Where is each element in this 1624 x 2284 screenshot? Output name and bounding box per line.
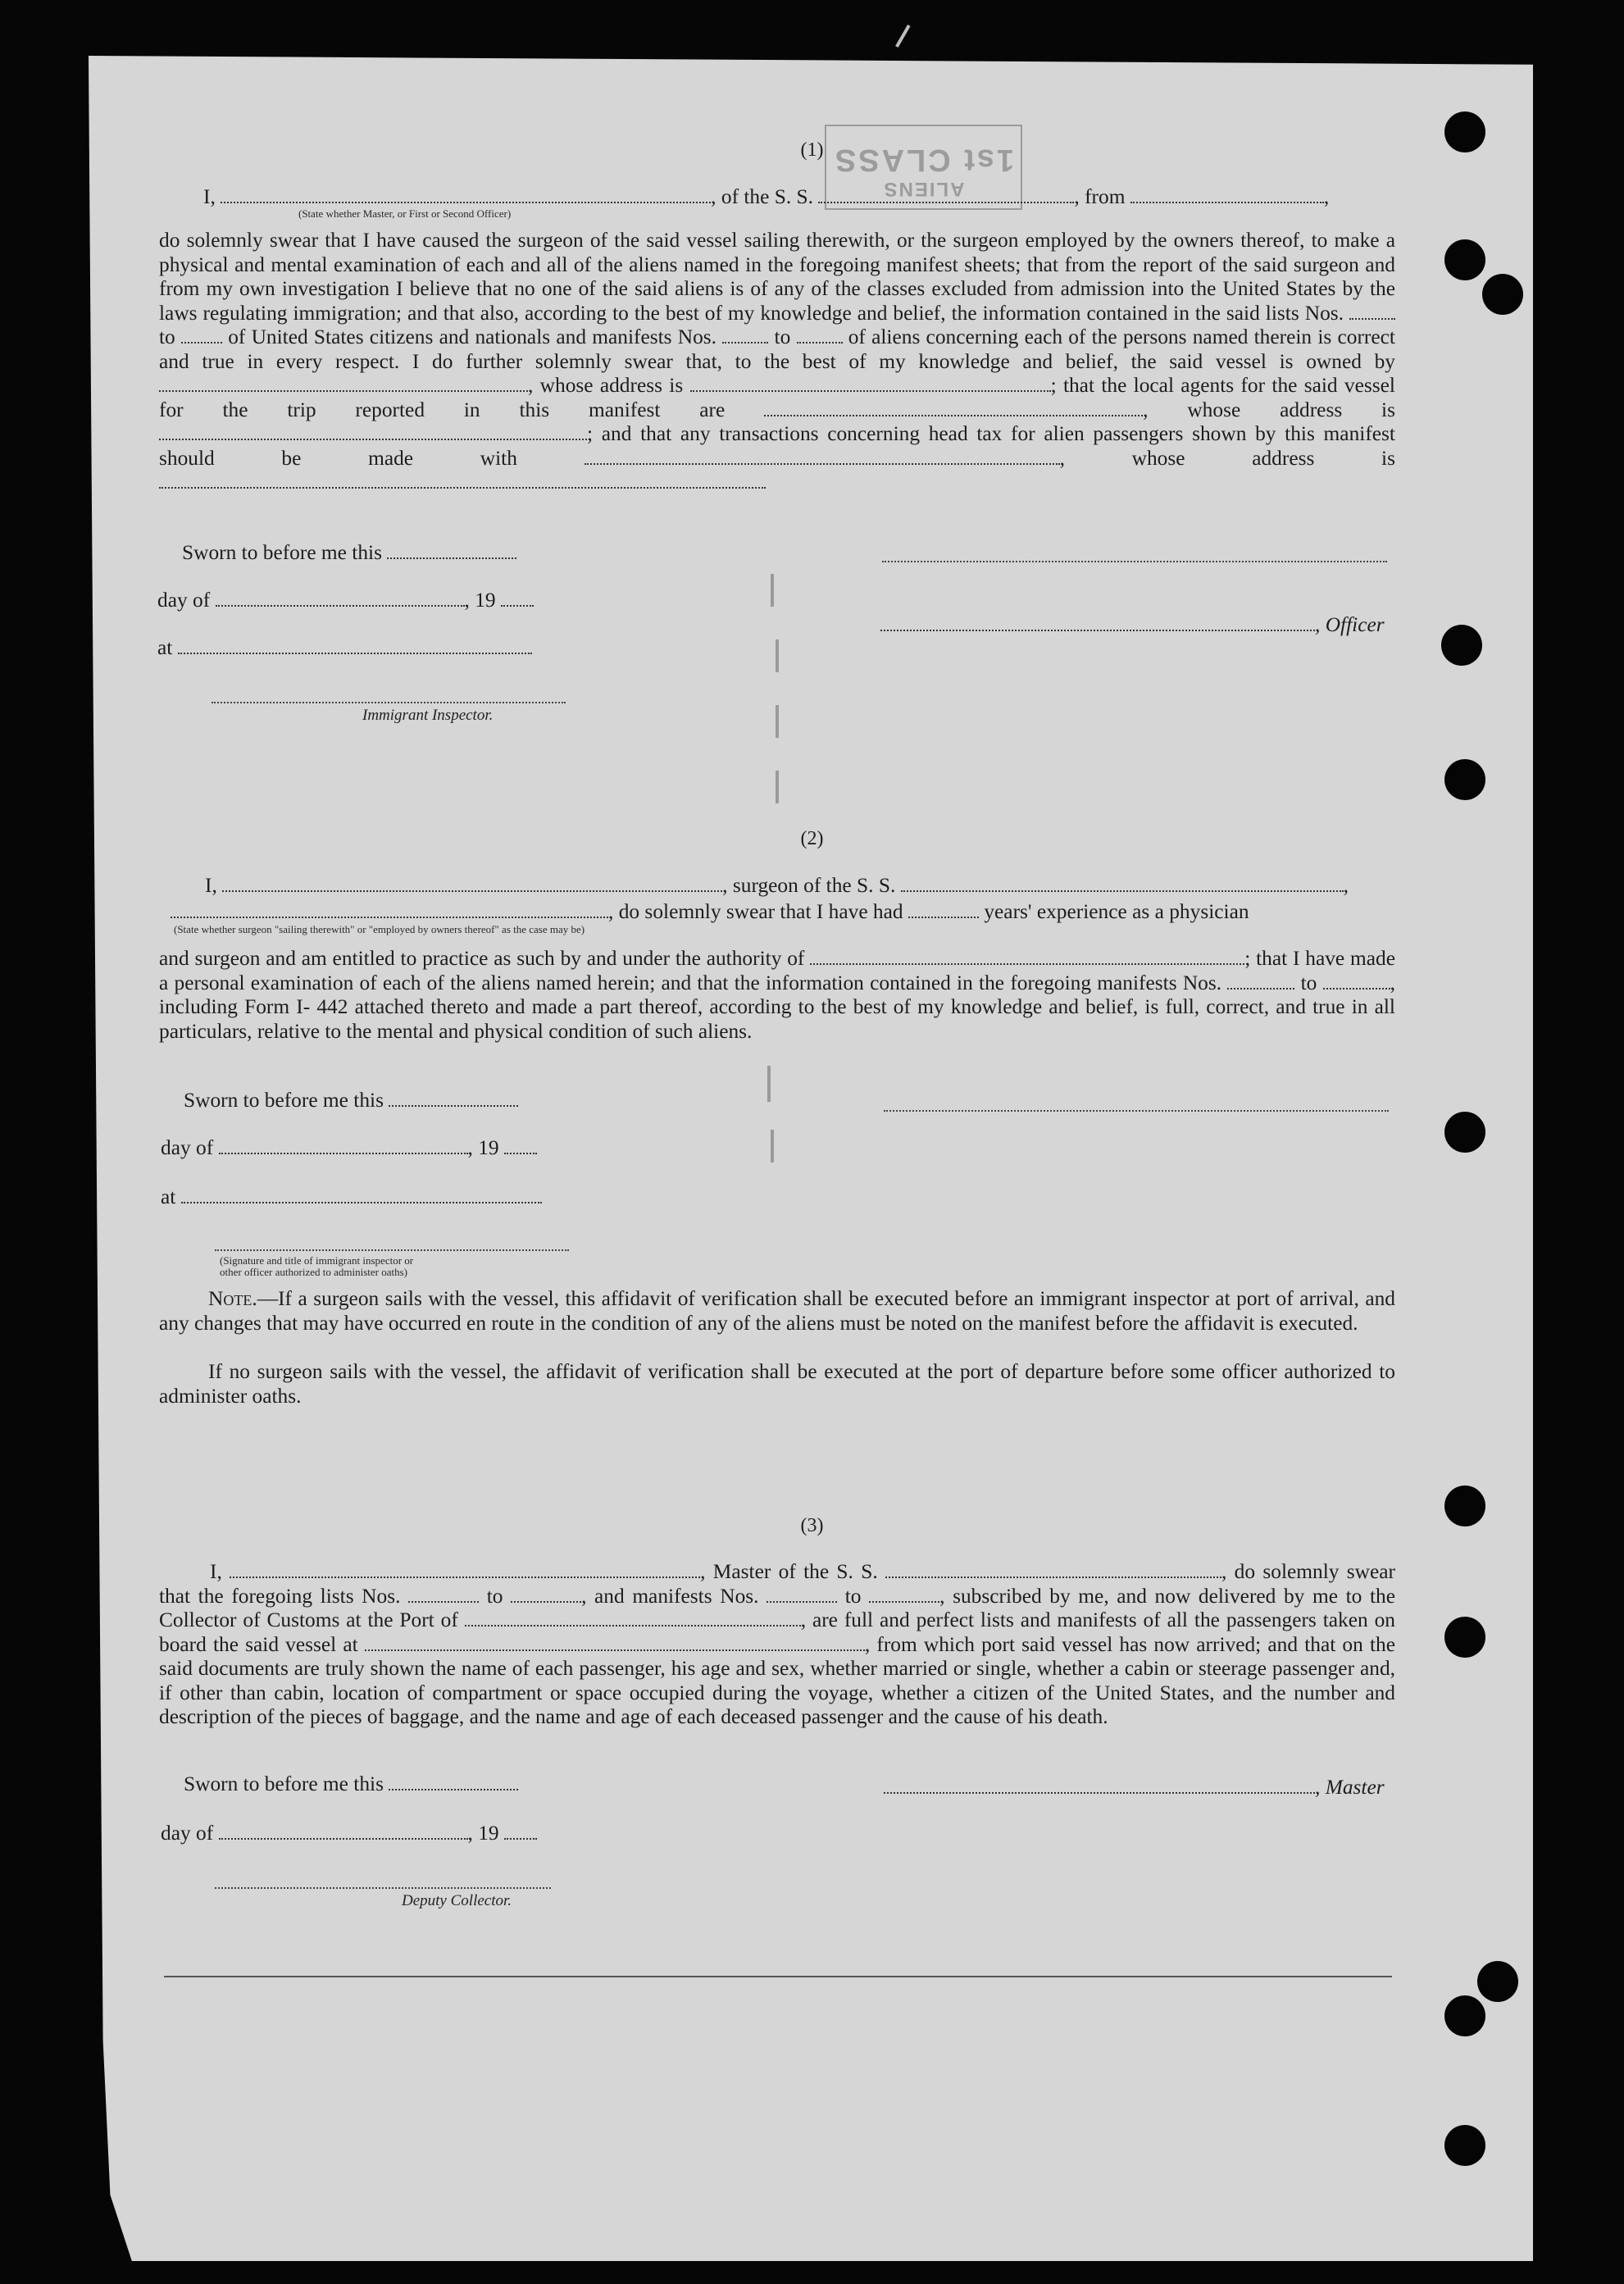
deputy-collector-label: Deputy Collector. bbox=[402, 1892, 512, 1909]
surgeon-signature-line[interactable] bbox=[884, 1110, 1389, 1112]
manifests-of-text: manifests of all the passengers taken on board the said vessel at bbox=[159, 1608, 1395, 1656]
whose-address-label: , whose address is bbox=[1059, 446, 1395, 470]
years-label: years' experience as a physician bbox=[984, 900, 1249, 923]
vessel-name-field[interactable] bbox=[901, 890, 1344, 892]
pencil-mark bbox=[771, 574, 774, 607]
and-manifests-label: , and manifests Nos. bbox=[581, 1584, 759, 1608]
at-label: at bbox=[157, 636, 173, 659]
to-label: to bbox=[844, 1584, 862, 1608]
delivered-text: delivered by me to the Collector of Customs at the Port of bbox=[159, 1584, 1395, 1631]
immigrant-inspector-label: Immigrant Inspector. bbox=[362, 707, 494, 724]
manifests-to-field[interactable] bbox=[1323, 988, 1390, 990]
section-3-number: (3) bbox=[800, 1515, 824, 1536]
manifests-to-field[interactable] bbox=[869, 1601, 939, 1603]
pencil-mark bbox=[776, 639, 779, 672]
local-agents-text: that the local agents for the said vessel for the trip reported in this manifest are bbox=[159, 374, 1395, 421]
agents-address-field[interactable] bbox=[159, 439, 587, 440]
month-field[interactable] bbox=[216, 605, 465, 607]
sworn-day-field[interactable] bbox=[389, 1789, 518, 1790]
at-line bbox=[157, 636, 532, 660]
embark-port-field[interactable] bbox=[365, 1649, 865, 1651]
section-1-line1 bbox=[203, 185, 1329, 209]
punch-hole bbox=[1444, 1995, 1485, 2036]
comma: , bbox=[1343, 874, 1349, 897]
punch-hole bbox=[1444, 1112, 1485, 1153]
section-1-number: (1) bbox=[800, 139, 824, 161]
officer-signature-line[interactable] bbox=[882, 561, 1387, 562]
surgeon-status-field[interactable] bbox=[171, 917, 608, 918]
sworn-day-field[interactable] bbox=[389, 1105, 518, 1107]
month-field[interactable] bbox=[219, 1153, 468, 1154]
section-3-body bbox=[159, 1560, 1395, 1730]
inspector-signature-line[interactable] bbox=[215, 1249, 569, 1251]
authority-field[interactable] bbox=[810, 963, 1244, 965]
day-of-label: day of bbox=[161, 1136, 214, 1159]
years-field[interactable] bbox=[908, 917, 979, 918]
i-label: I, bbox=[205, 874, 217, 897]
section-2-body bbox=[159, 947, 1395, 1044]
master-label: , Master bbox=[1315, 1776, 1385, 1799]
local-agents-field[interactable] bbox=[764, 415, 1143, 416]
full-lists-text: , are full and perfect lists and bbox=[800, 1608, 1051, 1631]
to-label: to bbox=[774, 325, 791, 348]
signature-note-2: other officer authorized to administer oaths) bbox=[220, 1266, 407, 1278]
head-tax-party-field[interactable] bbox=[585, 463, 1060, 465]
pencil-mark bbox=[776, 771, 779, 803]
year-label: , 19 bbox=[467, 1136, 499, 1159]
punch-hole bbox=[1444, 759, 1485, 800]
at-place-field[interactable] bbox=[178, 653, 532, 654]
month-field[interactable] bbox=[219, 1838, 468, 1840]
year-label: , 19 bbox=[464, 589, 496, 612]
body-c: , including Form I- 442 attached thereto and made a part thereof, according to the best of my knowledge and belief, is full, correct, and true in all particulars, relative to the mental and physical condition of such aliens. bbox=[159, 971, 1395, 1043]
master-note: (State whether Master, or First or Second Officer) bbox=[298, 207, 512, 220]
punch-hole bbox=[1444, 239, 1485, 280]
surgeon-of-label: , surgeon of the S. S. bbox=[722, 874, 896, 897]
day-of-line bbox=[157, 589, 534, 612]
whose-address-label: , whose address is bbox=[528, 374, 684, 397]
officer-label: , Officer bbox=[1315, 613, 1385, 636]
port-field[interactable] bbox=[465, 1625, 801, 1627]
collector-signature-line[interactable] bbox=[215, 1887, 551, 1889]
note-text: —If a surgeon sails with the vessel, this affidavit of verification shall be executed before an immigrant inspector at port of arrival, and any changes that may have occurred en route in the condition of any of the aliens must be noted on the manifest before the affidavit is executed. bbox=[159, 1287, 1395, 1335]
vessel-name-field[interactable] bbox=[885, 1577, 1221, 1578]
to-label: to bbox=[159, 325, 175, 348]
section-2-line2 bbox=[171, 900, 1249, 924]
master-signature-field[interactable] bbox=[884, 1792, 1315, 1794]
surgeon-note: (State whether surgeon "sailing therewith" or "employed by owners thereof" as the case may be) bbox=[174, 923, 585, 935]
year-field[interactable] bbox=[504, 1838, 537, 1840]
day-of-label: day of bbox=[161, 1822, 214, 1845]
punch-hole bbox=[1482, 274, 1523, 315]
body-c: of aliens concerning each of the persons named therein is correct and true in every respect. I do further solemnly swear that, to the best of my knowledge and belief, the said vessel is owned by bbox=[159, 325, 1395, 373]
body-a: and surgeon and am entitled to practice as such by and under the authority of bbox=[159, 947, 805, 970]
officer-title-field[interactable] bbox=[880, 630, 1315, 631]
do-swear-label: , do solemnly swear that I have had bbox=[608, 900, 903, 923]
section-2-number: (2) bbox=[800, 828, 824, 849]
sworn-label: Sworn to before me this bbox=[184, 1089, 384, 1112]
at-line bbox=[161, 1185, 542, 1209]
manifests-from-field[interactable] bbox=[722, 342, 768, 344]
manifests-from-field[interactable] bbox=[1227, 988, 1294, 990]
lists-to-field[interactable] bbox=[181, 342, 222, 344]
sworn-line bbox=[184, 1772, 518, 1796]
officer-line bbox=[880, 613, 1385, 637]
at-place-field[interactable] bbox=[181, 1202, 542, 1203]
swear-text: swear that the foregoing lists Nos. bbox=[159, 1560, 1396, 1608]
manifests-to-field[interactable] bbox=[797, 342, 843, 344]
lists-from-field[interactable] bbox=[408, 1601, 479, 1603]
bottom-rule bbox=[164, 1976, 1392, 1977]
of-ss-label: , of the S. S. bbox=[711, 185, 814, 208]
note-text-2: If no surgeon sails with the vessel, the affidavit of verification shall be executed at the port of departure before some officer authorized to administer oaths. bbox=[159, 1360, 1395, 1408]
i-label: I, bbox=[203, 185, 216, 208]
punch-hole bbox=[1444, 1617, 1485, 1658]
comma: , bbox=[1323, 185, 1330, 208]
section-2-line1 bbox=[205, 874, 1349, 898]
from-which-text: , from which bbox=[864, 1632, 975, 1656]
owner-field[interactable] bbox=[159, 390, 528, 392]
inspector-signature-line[interactable] bbox=[212, 702, 566, 703]
body-b: that I have made a personal examination of each of the aliens named herein; and that the information contained in the foregoing manifests Nos. bbox=[159, 947, 1395, 994]
whose-address-label: whose address is bbox=[1187, 398, 1395, 421]
punch-hole bbox=[1444, 2125, 1485, 2166]
officer-name-field[interactable] bbox=[221, 202, 711, 203]
vessel-name-field[interactable] bbox=[818, 202, 1074, 203]
semicolon: ; bbox=[1050, 374, 1057, 397]
sworn-line bbox=[184, 1089, 518, 1112]
semicolon: ; bbox=[1244, 947, 1251, 970]
stamp-line2: 1st CLASS bbox=[832, 143, 1015, 177]
body-a: do solemnly swear that I have caused the surgeon of the said vessel sailing therewith, or the surgeon employed by the owners thereof, to make a physical and mental examination of each and all of the aliens named in the foregoing manifest sheets; that from the report of the said surgeon and from my own investigation I believe that no one of the said aliens is of any of the classes excluded from admission into the United States by the laws regulating immigration; and that also, according to the best of my knowledge and belief, the information contained in the said lists Nos. bbox=[159, 229, 1395, 325]
do-solemnly-label: , do solemnly bbox=[1221, 1560, 1340, 1583]
from-label: , from bbox=[1074, 185, 1126, 208]
head-tax-text: ; and that any transactions concerning head tax for alien passengers shown by this manifest should be made with bbox=[159, 422, 1395, 470]
sworn-line bbox=[182, 541, 516, 565]
sworn-label: Sworn to before me this bbox=[184, 1772, 384, 1795]
comma: , bbox=[1143, 398, 1149, 421]
sworn-label: Sworn to before me this bbox=[182, 541, 382, 564]
body-text: port said vessel has now arrived; and that on the said documents are truly shown the name of each passenger, his age and sex, whether married or single, whether a cabin or steerage passenger and, if other than cabin, location of compartment or space occupied during the voyage, whether a citizen of the United States, and the number and description of the pieces of baggage, and the name and age of each deceased passenger and the cause of his death. bbox=[159, 1632, 1395, 1728]
note-paragraph bbox=[159, 1287, 1395, 1335]
signature-note-1: (Signature and title of immigrant inspector or bbox=[220, 1254, 414, 1267]
to-label: to bbox=[486, 1584, 503, 1608]
pencil-mark bbox=[767, 1066, 771, 1102]
from-port-field[interactable] bbox=[1130, 202, 1324, 203]
pencil-mark bbox=[776, 705, 779, 738]
head-tax-address-field[interactable] bbox=[159, 487, 766, 489]
body-b: of United States citizens and nationals and manifests Nos. bbox=[228, 325, 717, 348]
note-label: Note. bbox=[208, 1287, 257, 1310]
master-of-label: , Master of the S. S. bbox=[700, 1560, 878, 1583]
owner-address-field[interactable] bbox=[690, 390, 1051, 392]
master-signature-line bbox=[884, 1776, 1385, 1799]
lists-from-field[interactable] bbox=[1349, 318, 1395, 320]
i-label: I, bbox=[210, 1560, 222, 1583]
day-of-label: day of bbox=[157, 589, 211, 612]
master-name-field[interactable] bbox=[230, 1577, 700, 1578]
sworn-day-field[interactable] bbox=[387, 557, 516, 559]
punch-hole bbox=[1441, 625, 1482, 666]
punch-hole bbox=[1477, 1961, 1518, 2002]
note-paragraph-2 bbox=[159, 1360, 1395, 1408]
section-1-body bbox=[159, 229, 1395, 495]
year-field[interactable] bbox=[504, 1153, 537, 1154]
manifests-from-field[interactable] bbox=[767, 1601, 837, 1603]
year-label: , 19 bbox=[467, 1822, 499, 1845]
surgeon-name-field[interactable] bbox=[222, 890, 722, 892]
lists-to-field[interactable] bbox=[511, 1601, 581, 1603]
pencil-mark bbox=[771, 1130, 774, 1162]
year-field[interactable] bbox=[501, 605, 534, 607]
day-of-line bbox=[161, 1136, 537, 1160]
day-of-line bbox=[161, 1822, 537, 1845]
subscribed-text: , subscribed by me, and now bbox=[939, 1584, 1191, 1608]
to-label: to bbox=[1300, 971, 1317, 994]
stamp-line1: ALIENS bbox=[882, 178, 965, 200]
pencil-mark bbox=[895, 25, 925, 56]
at-label: at bbox=[161, 1185, 176, 1208]
